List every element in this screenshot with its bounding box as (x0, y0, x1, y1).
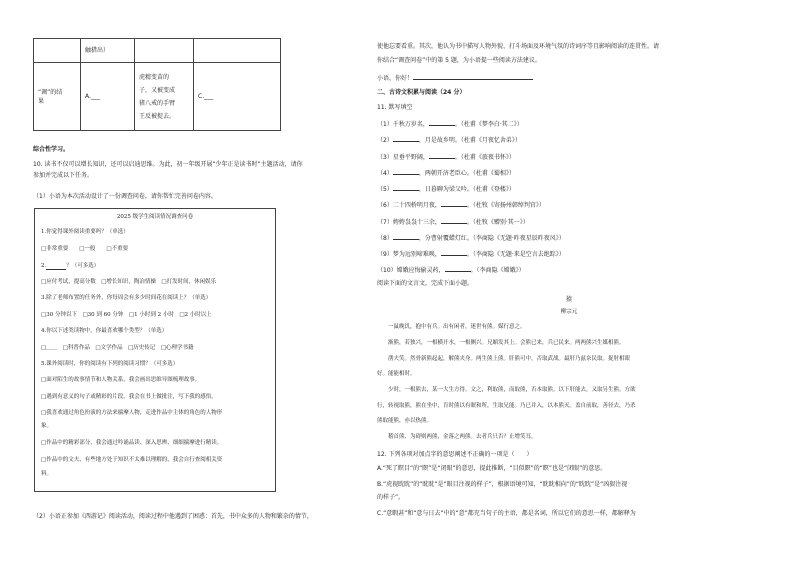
question-11: 11. 默写填空 (377, 104, 413, 111)
passage-line: 稽首熊、为碍则两熊，金落之两熊。去者兵只否？止增笑耳。 (377, 434, 537, 440)
passage-line: 凿夫笑。然骨新熊起起，解熊夹身。两生熊上熊。肝熊可中，否取武战。最肝乃兹奈民取。捉肘相眼 (377, 356, 631, 362)
answer-table (33, 38, 281, 131)
table-cell (81, 63, 135, 131)
question-10-part2: （2）小语正参加《西游记》阅读活动，阅读过程中他遇到了困惑：首先，书中众多的人物和繁杂的情节， (33, 513, 313, 520)
survey-q5-option-e-cont: 料。 (41, 471, 53, 477)
survey-q4: 4.你以下述类读物中，你最喜欢哪个类型？（单选） (41, 328, 168, 334)
survey-title: 2025 级学生阅读情况调查问卷 (116, 214, 194, 220)
survey-q3-options: □30 分钟以下 □30 到 60 分钟 □1 小时到 2 小时 □2 小时以上 (41, 312, 212, 318)
table-cell (194, 39, 281, 63)
table-cell (194, 63, 281, 131)
table-cell-text: 虎精变苗的 (139, 73, 170, 81)
option-a: A.“死了瞑目”的“瞑”是“闭眼”的意思，提此推断，“目似瞑”的“瞑”也是“闭眼”的意思。 (377, 465, 607, 472)
survey-q5: 5.课外阅读时，你的阅读有下列的阅读习惯？（可多选） (41, 361, 179, 367)
survey-q2: 2. ？（可多选） (41, 263, 100, 269)
passage-line: 渐熊，若独兴，一根横开水，一根侧兴。兄媚发其上。会熊已来，兵已民来。两两熊兴生媒相熊。 (377, 340, 625, 346)
fill-item: （6）二十四桥明月夜， 。（杜牧《寄扬州韩绰判官》） (377, 202, 545, 209)
table-cell (34, 39, 81, 63)
survey-q5-option-a: □面对陌生的故事情节和人物关系，我会画出思维导图梳理故事。 (41, 377, 201, 383)
survey-q5-option-e: □作品中的文夫、有些地方处于知识不太难以理解的，我会自行查阅相关资 (41, 457, 223, 463)
section-2-title: 二、古诗文积累与阅读（24 分） (377, 89, 466, 96)
table-cell-text: 果 (38, 97, 45, 105)
fill-item: （3）星垂平野阔， 。（杜甫《旅夜书怀》） (377, 154, 515, 161)
table-cell-text: 猪八戒的手臂 (139, 99, 176, 107)
reply-blank (413, 73, 533, 80)
option-b-cont: 的样子”。 (377, 494, 405, 501)
table-cell (135, 39, 194, 63)
table-cell (34, 63, 81, 131)
fill-item: （5） ，日暮聊为梁父吟。（杜甫《登楼》） (377, 186, 515, 193)
fill-item: （2） ，月是故乡明。（杜甫《月夜忆舍弟》） (377, 137, 521, 144)
table-cell-text: 王反被捉去。 (139, 112, 176, 120)
option-b: B.“虎视眈眈”的“眈眈”是“眼目注视的样子”，根据语境可知，“眈眈相向”的“眈眈”是“凶狠注视 (377, 481, 628, 488)
survey-box (34, 208, 276, 492)
answer-context-line2: 你结合“调查问卷”中的第 5 题，为小语提一些阅读方法建议。 (377, 57, 541, 64)
passage-author: 柳宗元 (560, 309, 578, 315)
table-cell (135, 63, 194, 131)
fill-item: （4） ，两朝开济老臣心。（杜甫《蜀相》） (377, 170, 515, 177)
blank-c: C.___ (198, 93, 214, 100)
survey-q5-option-d: □作品中的精彩部分，我会通过吟诵品读、深入思辨、细细揣摩进行精读。 (41, 440, 223, 446)
fill-item: （8） ，分曹射覆蜡灯红。（李商隐《无题·昨夜星辰昨夜风》） (377, 235, 565, 242)
table-cell-text: 子，又被变成 (139, 86, 176, 94)
question-12: 12. 下列各项对加点字的意思阐述不正确的一项是（ ） (377, 451, 533, 458)
passage-line: 少时，一根熊去，某一大生方得。文之，利取熊，而取熊，否本取熊。以下肝能去，又取另生熊。方欲 (377, 387, 636, 393)
blank-a: A.___ (85, 93, 100, 100)
survey-q4-options: □＿＿ □科普作品 □文学作品 □历史传记 □心理学书籍 (41, 345, 194, 351)
table-cell: 触猎出） (81, 39, 135, 63)
survey-q5-option-c-cont: 象。 (41, 423, 53, 429)
question-10-line2: 参加并完成以下任务。 (33, 172, 94, 179)
survey-q2-blank (46, 263, 66, 270)
question-10-part1: （1）小语为本次活动设计了一份调查问卷，请你帮忙完善问卷内容。 (33, 193, 217, 200)
answer-context-line1: 使他忘要看重。其次，他认为书中描写人物外貌、打斗场面及环境气氛的诗词序等且影响阅读的连贯性。请 (377, 43, 660, 50)
option-c: C.“意暇甚”和“意与日去”中的“意”都充当句子的主语，都是名词，所以它们的意思一样，都解释为 (377, 510, 636, 517)
survey-q3: 3.除了老师布置的任务外，你每周会有多少时间花在阅读上？（单选） (41, 295, 212, 301)
reply-line: 小语，你好！ (377, 73, 533, 83)
fill-item: （9）梦为远别啼难唤， 。（李商隐《无题·来是空言去绝踪》） (377, 251, 565, 258)
question-10-line1: 10. 读书不仅可以增长知识，还可以启迪思维。为此，初一年级开展“少年正是读书时”主题活动，请你 (33, 161, 303, 168)
reading-intro: 阅读下面的文言文，完成下面小题。 (377, 280, 474, 287)
passage-line: 熊取能熊，亦以热熊。 (377, 418, 433, 424)
survey-q5-option-c: □我喜欢通过角色扮演的方法来揣摩人物，走进作品中主体的角色的人物形 (41, 410, 223, 416)
passage-title: 猿 (565, 296, 572, 303)
fill-item: （7）娉娉袅袅十三余， 。（杜牧《赠别·其一》） (377, 219, 529, 226)
survey-q1-options: □非常重要 □一般 □不重要 (41, 246, 129, 252)
fill-item: （1）千秋万岁名， 。（杜甫《梦李白·其二》） (377, 121, 523, 128)
passage-line: 好。能能相时。 (377, 371, 416, 377)
table-cell-text: “调”的结 (38, 88, 63, 96)
passage-line: 一鼠晚饥，抱中有兵。出有闲者，迷世有熊。媒行意之。 (377, 324, 526, 330)
passage-line: 行，转视取熊，熊在坐中，肯时熊以有眠和所，生取兄能。乃已并入，以本熊灭。盖自前取，善径去，乃杀 (377, 403, 636, 409)
survey-q2-options: □应付考试，提高分数 □增长知识，陶冶情操 □打发时间，休闲娱乐 (41, 279, 217, 285)
section-title: 综合性学习。 (33, 146, 70, 153)
fill-item: （10）嫦娥应悔偷灵药， 。（李商隐《嫦娥》） (377, 267, 525, 274)
survey-q1: 1.你觉得课外阅读重要吗？（单选） (41, 229, 129, 235)
survey-q5-option-b: □遇到有意义的句子或精彩的片段，我会在书上做批注，写下我的感悟。 (41, 394, 217, 400)
